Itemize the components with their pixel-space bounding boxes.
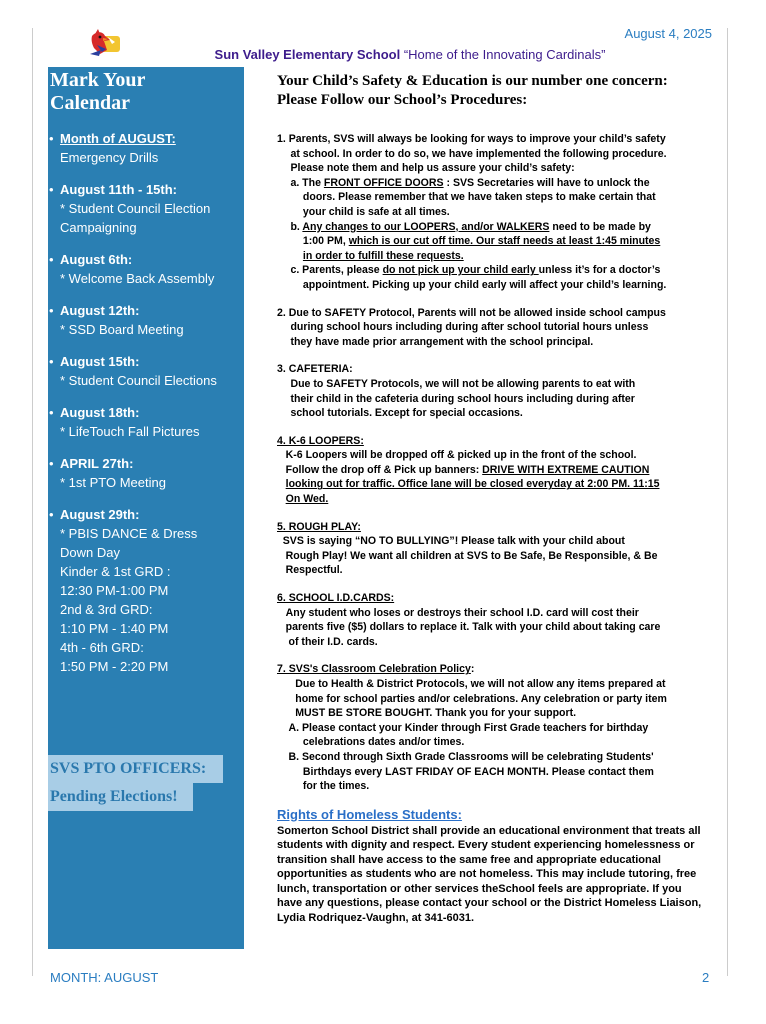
text-line: for the times. <box>302 780 370 793</box>
event-detail: 1:10 PM - 1:40 PM <box>60 621 169 636</box>
calendar-event <box>48 129 242 167</box>
text-line: A. Please contact your Kinder through First Grade teachers for birthday <box>288 721 649 734</box>
bullet-icon: • <box>49 182 54 197</box>
bullet-icon: • <box>49 456 54 471</box>
event-date: August 6th: <box>60 252 133 267</box>
right-divider <box>727 28 728 976</box>
text-line <box>277 463 699 478</box>
text-line: Lydia Rodriquez-Vaughn, at 341-6031. <box>277 911 475 924</box>
text-line: Birthdays every LAST FRIDAY OF EACH MONTH. Please contact them <box>302 765 654 778</box>
main-content <box>277 72 717 925</box>
event-detail: Kinder & 1st GRD : <box>60 564 171 579</box>
text-line: your child is safe at all times. <box>302 205 450 218</box>
event-detail: Campaigning <box>60 220 137 235</box>
text-line: at school. In order to do so, we have implemented the following procedure. <box>290 147 667 160</box>
procedure-2-campus-access <box>277 306 699 350</box>
bullet-icon: • <box>49 405 54 420</box>
section-title: 6. SCHOOL I.D.CARDS: <box>277 592 395 605</box>
calendar-event <box>48 403 242 441</box>
procedure-6-id-cards <box>277 591 699 649</box>
text-line <box>277 492 699 507</box>
event-date: Month of AUGUST: <box>60 131 176 146</box>
text-fragment-underlined: On Wed. <box>285 493 329 506</box>
text-line: Somerton School District shall provide an educational environment that treats all <box>277 824 701 837</box>
bullet-icon: • <box>49 354 54 369</box>
procedure-1b <box>277 220 699 235</box>
event-detail: * PBIS DANCE & Dress <box>60 526 198 541</box>
text-line: Please note them and help us assure your child’s safety: <box>290 162 575 175</box>
text-fragment: : <box>470 663 475 676</box>
pto-officers-box <box>48 755 223 811</box>
text-fragment: b. <box>290 220 303 233</box>
text-fragment-underlined: 7. SVS's Classroom Celebration Policy <box>277 663 471 676</box>
calendar-event <box>48 454 242 492</box>
school-header <box>0 47 766 62</box>
text-line: home for school parties and/or celebrations. Any celebration or party item <box>295 692 667 705</box>
procedure-1c <box>277 263 699 278</box>
text-line: 1. Parents, SVS will always be looking for ways to improve your child’s safety <box>277 133 666 145</box>
event-detail: 12:30 PM-1:00 PM <box>60 583 169 598</box>
event-date: August 11th - 15th: <box>60 182 178 197</box>
event-date: August 29th: <box>60 507 140 522</box>
calendar-event <box>48 352 242 390</box>
event-detail: * Welcome Back Assembly <box>60 271 215 286</box>
text-line: SVS is saying “NO TO BULLYING”! Please talk with your child about <box>282 535 625 548</box>
bullet-icon: • <box>49 303 54 318</box>
sidebar-title-line1: Mark Your <box>50 69 146 91</box>
newsletter-date: August 4, 2025 <box>624 26 712 41</box>
calendar-event <box>48 505 242 676</box>
event-date: August 12th: <box>60 303 140 318</box>
homeless-rights-title: Rights of Homeless Students: <box>277 806 462 822</box>
procedure-5-rough-play <box>277 520 699 578</box>
procedure-1a <box>277 176 699 191</box>
headline-line1: Your Child’s Safety & Education is our number one concern: <box>277 73 668 89</box>
text-fragment: need to be made by <box>549 220 651 233</box>
text-line: their child in the cafeteria during school hours including during after <box>290 392 635 405</box>
text-line: Any student who loses or destroys their school I.D. card will cost their <box>285 606 639 619</box>
page-headline <box>277 72 717 110</box>
sidebar-title <box>50 69 240 115</box>
text-fragment-underlined: looking out for traffic. Office lane will be closed everyday at 2:00 PM. 11:15 <box>285 478 660 491</box>
text-fragment-underlined: DRIVE WITH EXTREME CAUTION <box>482 463 650 476</box>
bullet-icon: • <box>49 252 54 267</box>
text-fragment: unless it’s for a doctor’s <box>538 264 661 277</box>
school-motto: “Home of the Innovating Cardinals” <box>403 47 606 62</box>
event-date: August 18th: <box>60 405 140 420</box>
text-line: Respectful. <box>285 564 343 577</box>
text-line: have any questions, please contact your school or the District Homeless Liaison, <box>277 897 702 910</box>
text-line: opportunities as students who are not homeless. This may include tutoring, free <box>277 868 697 881</box>
text-fragment: a. The <box>290 176 324 189</box>
procedure-7-celebrations <box>277 662 699 793</box>
text-line: lunch, transportation or other services theSchool feels are appropriate. If you <box>277 882 682 895</box>
event-date: August 15th: <box>60 354 140 369</box>
text-fragment-underlined: Any changes to our LOOPERS, and/or WALKERS <box>302 220 550 233</box>
procedure-3-cafeteria <box>277 362 699 420</box>
text-fragment-underlined: FRONT OFFICE DOORS <box>323 176 444 189</box>
text-fragment: Follow the drop off & Pick up banners: <box>285 463 483 476</box>
headline-line2: Please Follow our School’s Procedures: <box>277 92 528 108</box>
sidebar-title-line2: Calendar <box>50 92 130 114</box>
section-title: 4. K-6 LOOPERS: <box>277 434 364 447</box>
text-fragment: c. Parents, please <box>290 264 383 277</box>
event-detail: 4th - 6th GRD: <box>60 640 144 655</box>
text-line: of their I.D. cards. <box>288 635 378 648</box>
text-line <box>277 477 699 492</box>
text-fragment: : SVS Secretaries will have to unlock the <box>443 176 650 189</box>
text-line: MUST BE STORE BOUGHT. Thank you for your support. <box>295 707 577 720</box>
text-line: students with dignity and respect. Every student experiencing homelessness or <box>277 839 695 852</box>
school-name: Sun Valley Elementary School <box>214 47 401 62</box>
calendar-sidebar <box>48 67 244 949</box>
event-detail: 1:50 PM - 2:20 PM <box>60 659 169 674</box>
event-detail: 2nd & 3rd GRD: <box>60 602 153 617</box>
text-line: Rough Play! We want all children at SVS to Be Safe, Be Responsible, & Be <box>285 549 658 562</box>
text-line: transition shall have access to the same free and appropriate educational <box>277 853 661 866</box>
text-line <box>277 249 699 264</box>
text-line: appointment. Picking up your child early will affect your child’s learning. <box>302 278 667 291</box>
section-title: 3. CAFETERIA: <box>277 363 353 376</box>
left-divider <box>32 28 33 976</box>
calendar-event <box>48 250 242 288</box>
footer-month: MONTH: AUGUST <box>50 970 159 985</box>
bullet-icon: • <box>49 131 54 146</box>
event-detail: * 1st PTO Meeting <box>60 475 166 490</box>
event-detail: Emergency Drills <box>60 150 159 165</box>
text-fragment: 1:00 PM, <box>302 235 349 248</box>
text-line: celebrations dates and/or times. <box>302 736 465 749</box>
text-line: Due to SAFETY Protocols, we will not be allowing parents to eat with <box>290 377 636 390</box>
text-fragment-underlined: do not pick up your child early <box>382 264 539 277</box>
text-line: 2. Due to SAFETY Protocol, Parents will not be allowed inside school campus <box>277 306 666 319</box>
pto-officers-heading: SVS PTO OFFICERS: <box>48 755 223 783</box>
bullet-icon: • <box>49 507 54 522</box>
event-detail: * Student Council Election <box>60 201 211 216</box>
calendar-event <box>48 180 242 237</box>
calendar-event <box>48 301 242 339</box>
calendar-event-list <box>48 129 242 689</box>
procedure-4-loopers <box>277 434 699 507</box>
text-fragment-underlined: in order to fulfill these requests. <box>302 249 464 262</box>
event-detail: * Student Council Elections <box>60 373 217 388</box>
text-line: K-6 Loopers will be dropped off & picked up in the front of the school. <box>285 449 637 462</box>
text-fragment-underlined: which is our cut off time. Our staff needs at least 1:45 minutes <box>348 235 661 248</box>
text-line: Due to Health & District Protocols, we will not allow any items prepared at <box>295 678 666 690</box>
text-line: school tutorials. Except for special occasions. <box>290 407 523 420</box>
text-line: B. Second through Sixth Grade Classrooms will be celebrating Students' <box>288 750 654 763</box>
section-title: 5. ROUGH PLAY: <box>277 520 361 533</box>
text-line <box>277 234 699 249</box>
event-detail: * LifeTouch Fall Pictures <box>60 424 200 439</box>
event-detail: Down Day <box>60 545 120 560</box>
event-date: APRIL 27th: <box>60 456 134 471</box>
text-line: they have made prior arrangement with the school principal. <box>290 335 594 348</box>
text-line: parents five ($5) dollars to replace it. Talk with your child about taking care <box>285 621 661 634</box>
event-detail: * SSD Board Meeting <box>60 322 184 337</box>
page-number: 2 <box>702 970 710 985</box>
text-line: during school hours including during after school tutorial hours unless <box>290 321 649 334</box>
homeless-rights-body <box>277 824 717 926</box>
pto-officers-status: Pending Elections! <box>48 783 193 811</box>
section-title <box>277 662 699 677</box>
procedure-1-safety <box>277 132 699 293</box>
text-line: doors. Please remember that we have taken steps to make certain that <box>302 191 656 204</box>
